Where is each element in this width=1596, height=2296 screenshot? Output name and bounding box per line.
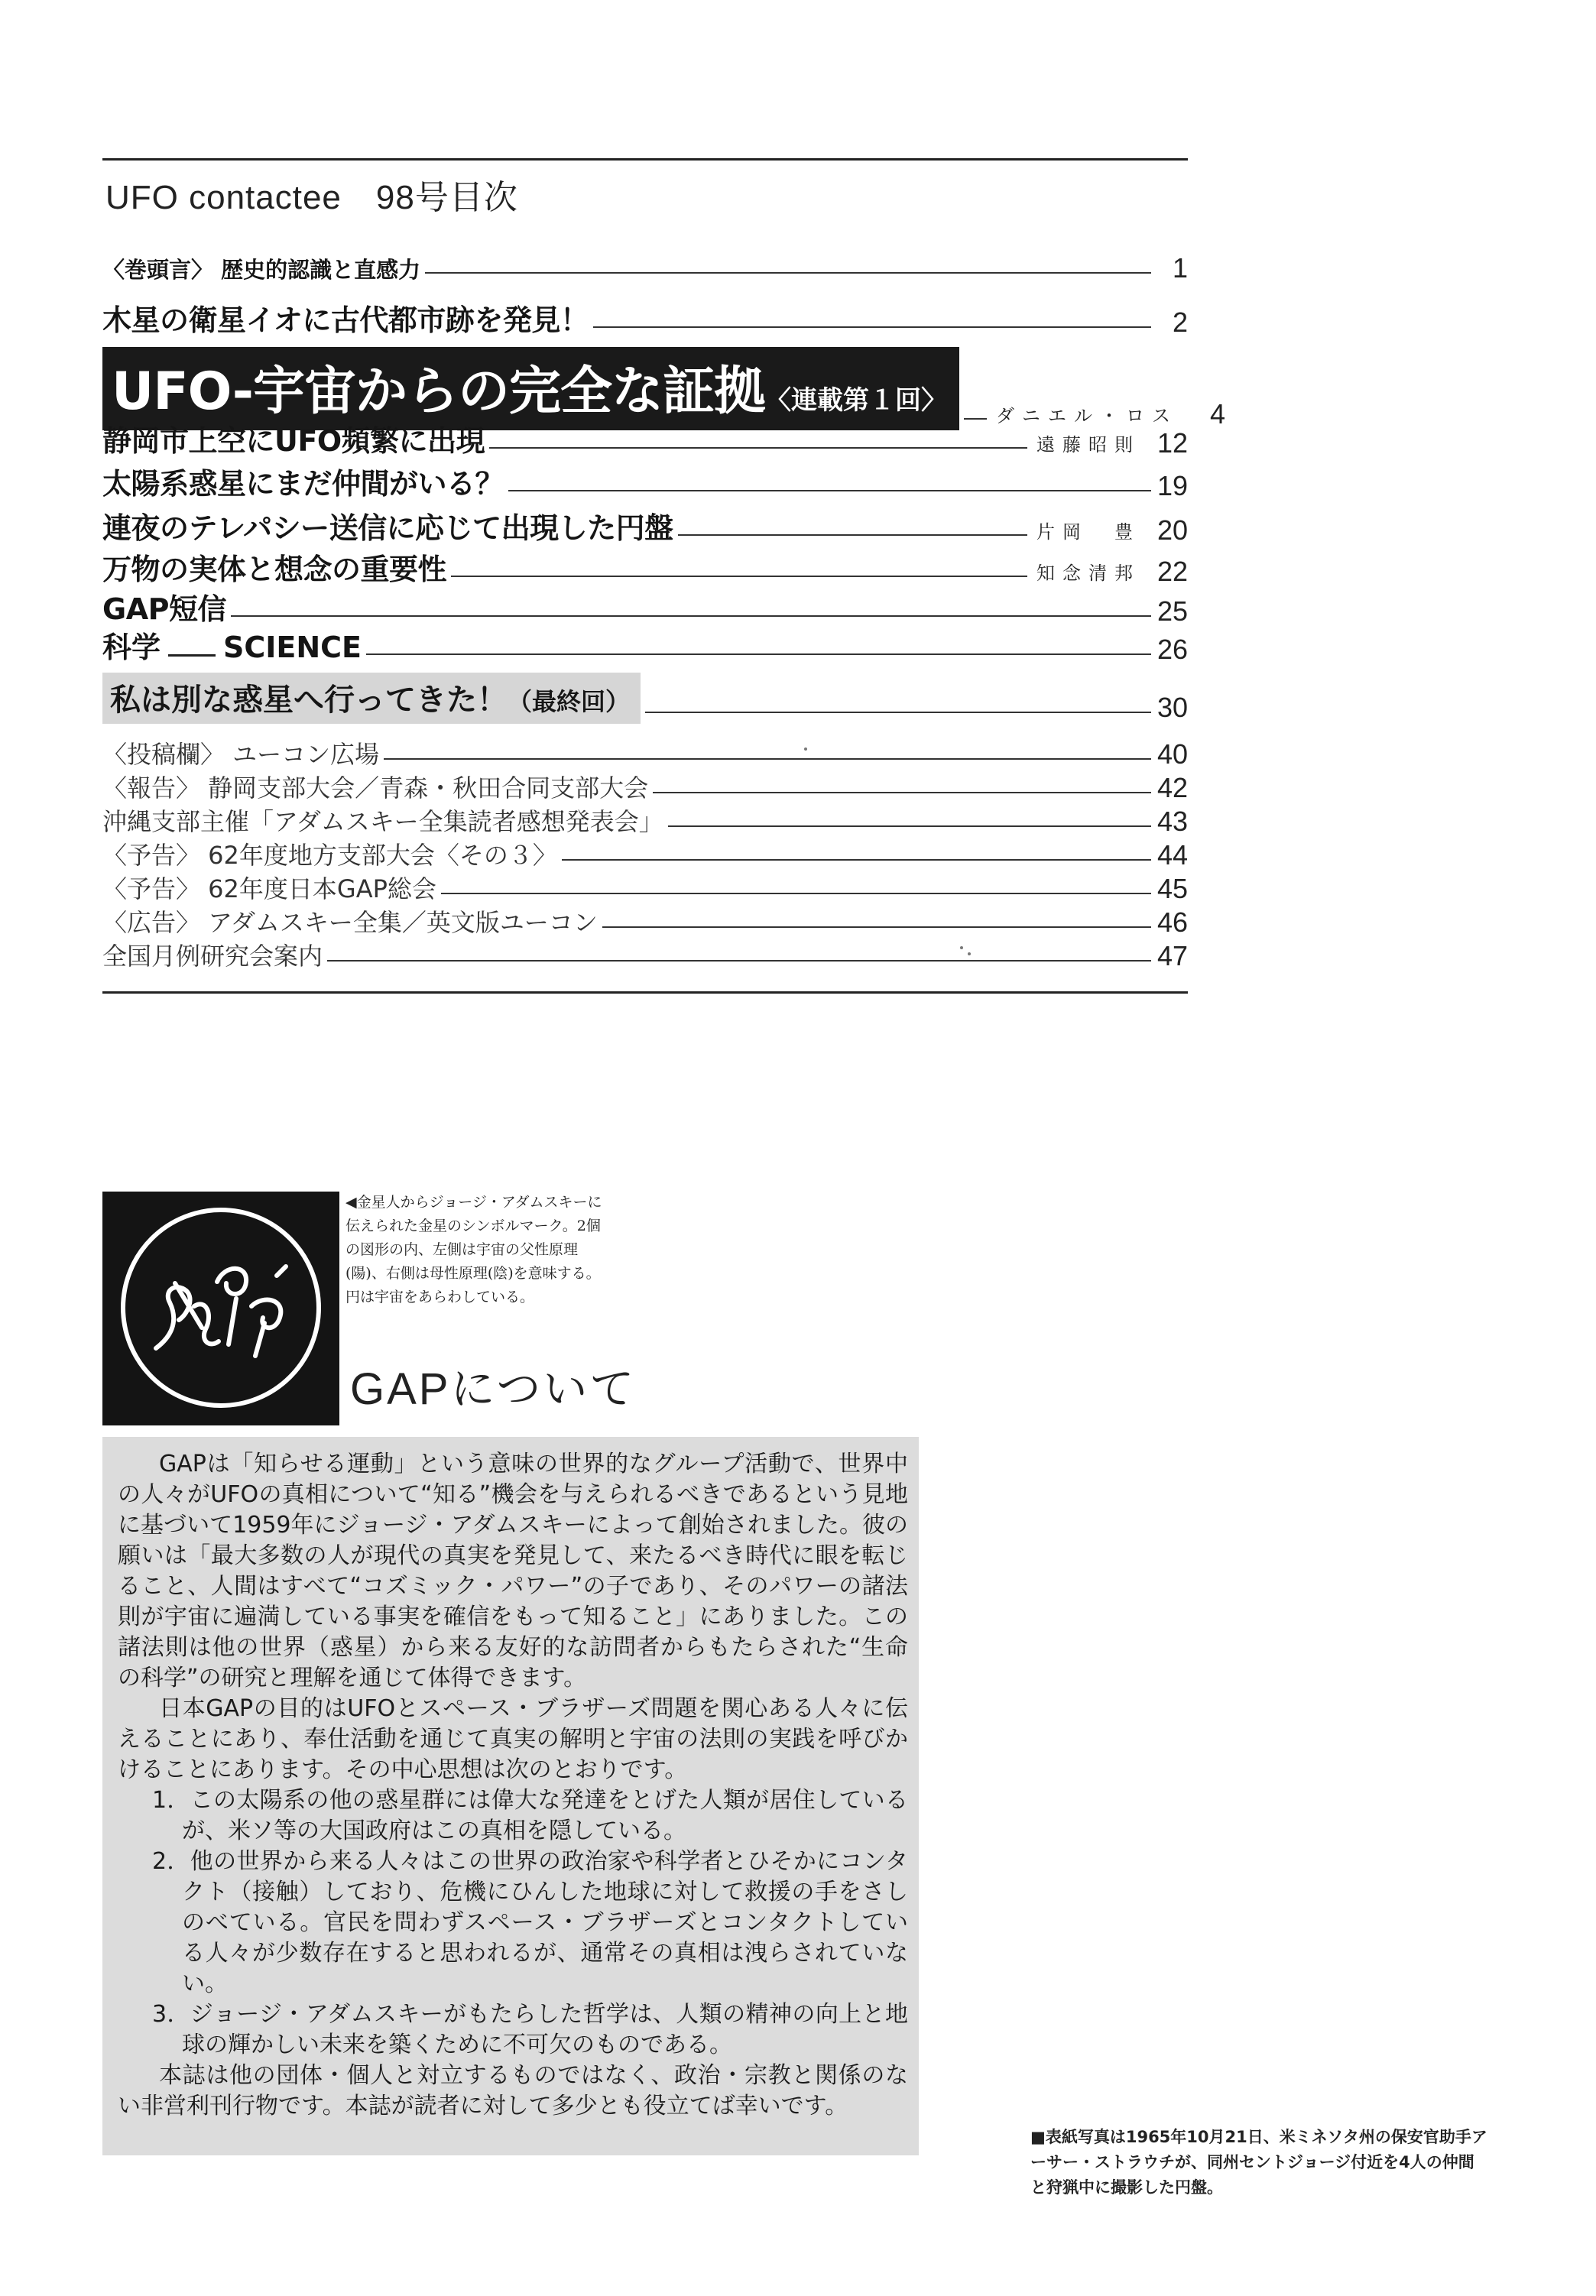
toc-entry[interactable] xyxy=(102,504,1188,546)
toc-entry[interactable] xyxy=(102,803,1188,838)
toc-entry-title: 私は別な惑星へ行ってきた！ xyxy=(110,683,508,718)
leader-line xyxy=(678,534,1027,536)
symbol-caption: ◀金星人からジョージ・アダムスキーに伝えられた金星のシンボルマーク。2個の図形の内、左側は宇宙の父性原理(陽)、右側は母性原理(陰)を意味する。円は宇宙をあらわしている。 xyxy=(345,1194,602,1305)
toc-entry-title: 静岡市上空にUFO頻繁に出現 xyxy=(102,424,485,458)
toc-entry-author: 片岡 豊 xyxy=(1036,521,1140,543)
toc-entry-page: 43 xyxy=(1156,806,1188,837)
toc-entry-title-part: SCIENCE xyxy=(223,631,362,664)
toc-entry-author: 知念清邦 xyxy=(1036,563,1140,584)
toc-entry-author: 遠藤昭則 xyxy=(1036,434,1140,456)
toc-entry-title xyxy=(102,624,362,666)
leader-line xyxy=(593,326,1151,328)
gap-paragraph: 日本GAPの目的はUFOとスペース・ブラザーズ問題を関心ある人々に伝えることにあり、奉仕活動を通じて真実の解明と宇宙の法則の実践を呼びかけることにあります。その中心思想は次のとおりです。 xyxy=(118,1695,908,1783)
toc-entry-page: 47 xyxy=(1156,940,1188,971)
toc-entry-title: 〈広告〉 アダムスキー全集／英文版ユーコン xyxy=(102,908,598,937)
toc-entry[interactable] xyxy=(102,585,1188,628)
venus-symbol-icon xyxy=(102,1192,339,1425)
print-speck xyxy=(960,946,963,949)
toc-entry-subtitle: 〈連載第１回〉 xyxy=(764,385,947,416)
leader-line xyxy=(451,576,1027,577)
gap-paragraph: GAPは「知らせる運動」という意味の世界的なグループ活動で、世界中の人々がUFOの真相について“知る”機会を与えられるべきであるという見地に基づいて1959年にジョージ・アダムスキーによって創始されました。彼の願いは「最大多数の人が現代の真実を発見して、来たるべき時代に眼を転じること、人間はすべて“コズミック・パワー”の子であり、そのパワーの諸法則が宇宙に遍満している事実を確信をもって知ること」にありました。この諸法則は他の世界（惑星）から来る友好的な訪問者からもたらされた“生命の科学”の研究と理解を通じて体得できます。 xyxy=(118,1451,908,1691)
toc-entry-page: 2 xyxy=(1172,306,1188,338)
leader-line xyxy=(231,615,1151,617)
toc-entry[interactable] xyxy=(102,769,1188,804)
toc-entry-author: ダニエル・ロス xyxy=(995,405,1178,426)
leader-line xyxy=(668,825,1151,827)
toc-entry-page: 42 xyxy=(1156,772,1188,803)
toc-entry[interactable] xyxy=(102,460,1188,502)
toc-entry-page: 22 xyxy=(1156,556,1188,587)
toc-entry[interactable] xyxy=(102,297,1188,339)
print-speck xyxy=(804,747,807,751)
leader-line xyxy=(602,926,1151,928)
toc-entry-page: 19 xyxy=(1156,470,1188,501)
leader-line xyxy=(366,653,1151,655)
toc-entry-title: 連夜のテレパシー送信に応じて出現した円盤 xyxy=(102,511,673,545)
toc-entry-page: 46 xyxy=(1156,906,1188,938)
final-installment-title-box xyxy=(102,673,641,724)
toc-entry-page: 30 xyxy=(1156,692,1188,723)
gap-paragraph: 本誌は他の団体・個人と対立するものではなく、政治・宗教と関係のない非営利刊行物です。本誌が読者に対して多少とも役立てば幸いです。 xyxy=(118,2062,908,2119)
toc-entry[interactable] xyxy=(102,546,1188,588)
toc-entry[interactable] xyxy=(102,624,1188,666)
toc-entry[interactable] xyxy=(102,937,1188,972)
toc-title: UFO contactee 98号目次 xyxy=(105,179,518,216)
toc-entry-page: 25 xyxy=(1156,595,1188,627)
gap-principle-item: 2．他の世界から来る人々はこの世界の政治家や科学者とひそかにコンタクト（接触）しており、危機にひんした地球に対して救援の手をさしのべている。官民を問わずスペース・ブラザーズとコンタクトしている人々が少数存在すると思われるが、通常その真相は洩らされていない。 xyxy=(152,1848,908,1997)
toc-entry[interactable] xyxy=(102,836,1188,871)
toc-entry-title: 木星の衛星イオに古代都市跡を発見！ xyxy=(102,303,589,337)
cover-photo-note: ■表紙写真は1965年10月21日、米ミネソタ州の保安官助手アーサー・ストラウチが、同州セントジョージ付近を4人の仲間と狩猟中に撮影した円盤。 xyxy=(1030,2128,1487,2197)
leader-line xyxy=(508,490,1151,491)
gap-principle-item: 1．この太陽系の他の惑星群には偉大な発達をとげた人類が居住しているが、米ソ等の大国政府はこの真相を隠している。 xyxy=(152,1787,908,1844)
title-dash xyxy=(168,654,216,657)
toc-entry-subtitle: （最終回） xyxy=(508,687,631,716)
leader-line xyxy=(489,447,1027,449)
toc-entry-page: 1 xyxy=(1172,252,1188,284)
leader-line xyxy=(425,272,1151,274)
toc-entry[interactable] xyxy=(102,252,1188,284)
gap-principle-item: 3．ジョージ・アダムスキーがもたらした哲学は、人類の精神の向上と地球の輝かしい未来を築くために不可欠のものである。 xyxy=(152,2001,908,2058)
toc-entry[interactable] xyxy=(102,870,1188,905)
toc-entry-page: 20 xyxy=(1156,514,1188,546)
leader-line xyxy=(384,758,1151,760)
toc-entry-page: 40 xyxy=(1156,738,1188,770)
toc-entry-title: 太陽系惑星にまだ仲間がいる？ xyxy=(102,467,504,501)
leader-line xyxy=(653,792,1151,793)
toc-entry-title: 沖縄支部主催「アダムスキー全集読者感想発表会」 xyxy=(102,807,663,836)
toc-entry-page: 45 xyxy=(1156,873,1188,904)
toc-entry-page: 44 xyxy=(1156,839,1188,871)
toc-entry[interactable] xyxy=(102,417,1188,459)
toc-entry[interactable] xyxy=(102,903,1188,939)
toc-entry-title: 全国月例研究会案内 xyxy=(102,942,323,971)
toc-entry-featured[interactable] xyxy=(102,673,1188,724)
toc-entry-title: 〈巻頭言〉 歴史的認識と直感力 xyxy=(102,257,421,283)
gap-description-box xyxy=(102,1437,919,2155)
toc-entry-page: 12 xyxy=(1156,427,1188,459)
toc-entry-title: 〈報告〉 静岡支部大会／青森・秋田合同支部大会 xyxy=(102,773,649,803)
toc-entry-title: 〈投稿欄〉 ユーコン広場 xyxy=(102,740,380,769)
toc-entry-page: 26 xyxy=(1156,634,1188,665)
toc-bottom-rule xyxy=(102,991,1188,994)
print-speck xyxy=(968,952,971,955)
gap-section-title: GAPについて xyxy=(350,1364,637,1414)
toc-entry-title: 〈予告〉 62年度地方支部大会〈その３〉 xyxy=(102,841,557,870)
leader-line xyxy=(562,859,1151,861)
toc-entry-title: 〈予告〉 62年度日本GAP総会 xyxy=(102,874,436,903)
toc-top-rule xyxy=(102,158,1188,161)
leader-line xyxy=(441,893,1151,894)
toc-entry-title: GAP短信 xyxy=(102,592,226,626)
toc-entry-page: 4 xyxy=(1209,398,1225,430)
toc-entry-title-part: 科学 xyxy=(102,631,161,664)
venus-symbol-logo xyxy=(102,1192,339,1425)
leader-line xyxy=(645,712,1151,713)
toc-entry[interactable] xyxy=(102,735,1188,770)
leader-line xyxy=(327,960,1151,962)
toc-entry-title: 万物の実体と想念の重要性 xyxy=(102,553,447,586)
toc-entry-title: UFO-宇宙からの完全な証拠 xyxy=(112,362,765,422)
